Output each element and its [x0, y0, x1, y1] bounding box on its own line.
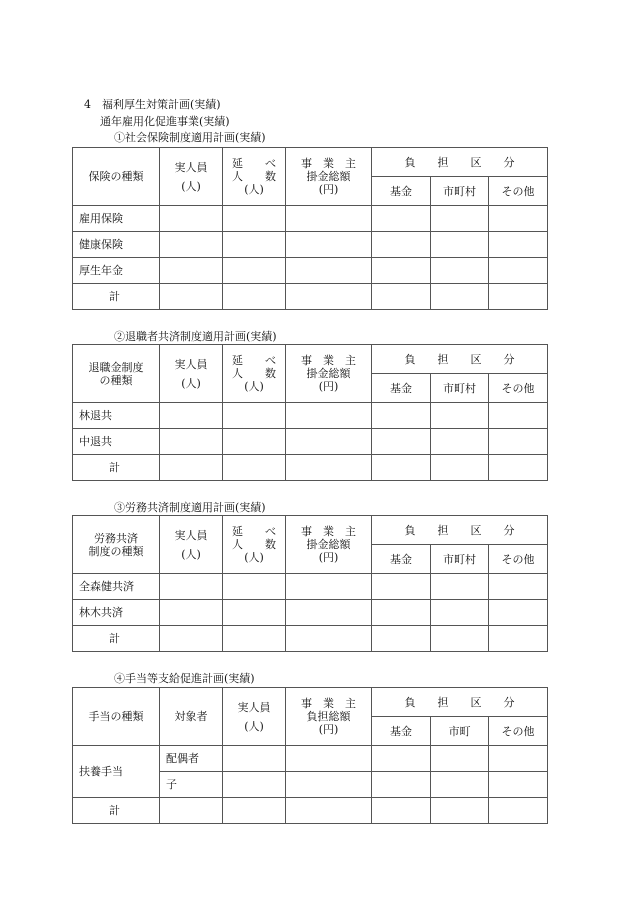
table-cell [223, 284, 286, 310]
t4-col-kind: 手当の種類 [73, 688, 160, 746]
t3-col-jinin [160, 516, 223, 574]
table-total-label: 計 [73, 798, 160, 824]
yen-label: (円) [318, 551, 339, 564]
t3-col-other: その他 [489, 545, 548, 574]
table-cell [223, 626, 286, 652]
t4-col-city: 市町 [431, 717, 489, 746]
table-cell [489, 403, 548, 429]
unit-label: (人) [244, 183, 264, 196]
section-title: 福利厚生対策計画(実績) [102, 98, 221, 111]
yen-label: (円) [318, 183, 339, 196]
table-cell [372, 232, 431, 258]
t3-col-city: 市町村 [431, 545, 489, 574]
unit-label: (人) [181, 376, 201, 390]
t2-col-kind [73, 345, 160, 403]
table-cell [372, 284, 431, 310]
kind-label-a: 退職金制度 [88, 360, 144, 374]
t4-col-other: その他 [489, 717, 548, 746]
table-cell [431, 772, 489, 798]
yen-label: (円) [318, 723, 339, 736]
t2-col-city: 市町村 [431, 374, 489, 403]
unit-label: (人) [244, 551, 264, 564]
table-cell [489, 772, 548, 798]
table-cell [431, 600, 489, 626]
kind-label-b: 制度の種類 [88, 544, 144, 558]
table-cell [489, 284, 548, 310]
t3-col-amount [286, 516, 372, 574]
t2-col-futan: 負 担 区 分 [372, 345, 548, 374]
table-cell [223, 772, 286, 798]
unit-label: (人) [181, 179, 201, 193]
table-cell [286, 626, 372, 652]
table1-social-insurance [72, 147, 548, 310]
table2-retirement [72, 344, 548, 481]
table-cell [286, 746, 372, 772]
t3-col-nobe [223, 516, 286, 574]
employer-label: 事 業 主 [301, 697, 356, 710]
table-cell [223, 746, 286, 772]
table-total-label: 計 [73, 455, 160, 481]
burden-label: 負担総額 [306, 710, 351, 723]
table-cell [160, 798, 223, 824]
table-cell [223, 232, 286, 258]
t3-col-futan: 負 担 区 分 [372, 516, 548, 545]
t1-col-kikin: 基金 [372, 177, 431, 206]
t2-col-jinin [160, 345, 223, 403]
ninzu-label: 人 数 [232, 367, 276, 380]
table3-labor-mutual [72, 515, 548, 652]
ninzu-label: 人 数 [232, 538, 276, 551]
section-heading [84, 98, 221, 111]
table-row-label: 中退共 [73, 429, 160, 455]
table3-title: ③労務共済制度適用計画(実績) [114, 501, 266, 514]
table-cell [489, 206, 548, 232]
t2-col-nobe [223, 345, 286, 403]
section-number: 4 [84, 98, 91, 111]
table-cell [489, 574, 548, 600]
nobe-label: 延 べ [232, 354, 276, 367]
amount-label: 掛金総額 [306, 367, 351, 380]
table-cell [372, 206, 431, 232]
table-row-label: 扶養手当 [73, 746, 160, 798]
table-total-label: 計 [73, 626, 160, 652]
jinin-label: 実人員 [174, 357, 208, 371]
jinin-label: 実人員 [174, 160, 208, 174]
employer-label: 事 業 主 [301, 354, 356, 367]
table-cell [286, 206, 372, 232]
table-cell [286, 798, 372, 824]
table-sub-label: 子 [160, 772, 223, 798]
table-cell [223, 455, 286, 481]
table-cell [223, 574, 286, 600]
table-cell [160, 206, 223, 232]
t1-col-futan: 負 担 区 分 [372, 148, 548, 177]
table-cell [431, 284, 489, 310]
t2-col-kikin: 基金 [372, 374, 431, 403]
t1-col-jinin [160, 148, 223, 206]
table4-title: ④手当等支給促進計画(実績) [114, 672, 255, 685]
table-cell [160, 284, 223, 310]
table-cell [160, 232, 223, 258]
unit-label: (人) [244, 380, 264, 393]
table-cell [489, 232, 548, 258]
table-cell [431, 232, 489, 258]
table-cell [372, 403, 431, 429]
employer-label: 事 業 主 [301, 157, 356, 170]
jinin-label: 実人員 [174, 528, 208, 542]
table-cell [372, 600, 431, 626]
table-cell [372, 429, 431, 455]
employer-label: 事 業 主 [301, 525, 356, 538]
unit-label: (人) [244, 719, 264, 733]
table-cell [160, 626, 223, 652]
table-cell [286, 258, 372, 284]
t3-col-kikin: 基金 [372, 545, 431, 574]
table4-allowance [72, 687, 548, 824]
table-cell [489, 258, 548, 284]
table-cell [160, 455, 223, 481]
yen-label: (円) [318, 380, 339, 393]
table-cell [286, 772, 372, 798]
amount-label: 掛金総額 [306, 538, 351, 551]
t4-col-jinin [223, 688, 286, 746]
amount-label: 掛金総額 [306, 170, 351, 183]
table-row-label: 林退共 [73, 403, 160, 429]
table-cell [431, 626, 489, 652]
t1-col-other: その他 [489, 177, 548, 206]
unit-label: (人) [181, 547, 201, 561]
table-cell [431, 206, 489, 232]
nobe-label: 延 べ [232, 157, 276, 170]
table-cell [372, 746, 431, 772]
table-cell [489, 798, 548, 824]
t4-col-target: 対象者 [160, 688, 223, 746]
table-cell [372, 258, 431, 284]
t1-col-city: 市町村 [431, 177, 489, 206]
table-cell [489, 600, 548, 626]
table-cell [372, 574, 431, 600]
t4-col-futan: 負 担 区 分 [372, 688, 548, 717]
table-row-label: 林木共済 [73, 600, 160, 626]
t3-col-kind [73, 516, 160, 574]
table-row-label: 雇用保険 [73, 206, 160, 232]
table-cell [489, 746, 548, 772]
t4-col-kikin: 基金 [372, 717, 431, 746]
table-cell [160, 258, 223, 284]
table-sub-label: 配偶者 [160, 746, 223, 772]
table-cell [160, 600, 223, 626]
nobe-label: 延 べ [232, 525, 276, 538]
table-cell [431, 746, 489, 772]
table-cell [223, 798, 286, 824]
table-cell [286, 429, 372, 455]
table-cell [160, 429, 223, 455]
table-cell [431, 258, 489, 284]
table1-title: ①社会保険制度適用計画(実績) [114, 131, 266, 144]
table-cell [286, 574, 372, 600]
table-cell [160, 403, 223, 429]
kind-label-a: 労務共済 [94, 531, 138, 545]
t4-col-amount [286, 688, 372, 746]
t1-col-nobe [223, 148, 286, 206]
table-cell [372, 626, 431, 652]
table-cell [431, 455, 489, 481]
table-cell [286, 403, 372, 429]
table-cell [372, 798, 431, 824]
table-cell [372, 772, 431, 798]
table-cell [431, 574, 489, 600]
table-cell [431, 798, 489, 824]
table-cell [160, 574, 223, 600]
table-row-label: 健康保険 [73, 232, 160, 258]
table-cell [431, 429, 489, 455]
ninzu-label: 人 数 [232, 170, 276, 183]
table-cell [223, 258, 286, 284]
table-cell [489, 429, 548, 455]
table-cell [223, 403, 286, 429]
t1-col-kind: 保険の種類 [73, 148, 160, 206]
table-total-label: 計 [73, 284, 160, 310]
table-cell [286, 600, 372, 626]
table-cell [286, 455, 372, 481]
table-cell [489, 455, 548, 481]
table-row-label: 厚生年金 [73, 258, 160, 284]
t1-col-amount [286, 148, 372, 206]
t2-col-amount [286, 345, 372, 403]
table-cell [286, 284, 372, 310]
table-cell [431, 403, 489, 429]
table2-title: ②退職者共済制度適用計画(実績) [114, 330, 277, 343]
t2-col-other: その他 [489, 374, 548, 403]
table-cell [223, 429, 286, 455]
table-cell [372, 455, 431, 481]
table-cell [223, 206, 286, 232]
section-subtitle: 通年雇用化促進事業(実績) [100, 115, 230, 128]
kind-label-b: の種類 [99, 373, 133, 387]
table-cell [489, 626, 548, 652]
jinin-label: 実人員 [237, 700, 271, 714]
table-cell [223, 600, 286, 626]
table-cell [286, 232, 372, 258]
table-row-label: 全森健共済 [73, 574, 160, 600]
